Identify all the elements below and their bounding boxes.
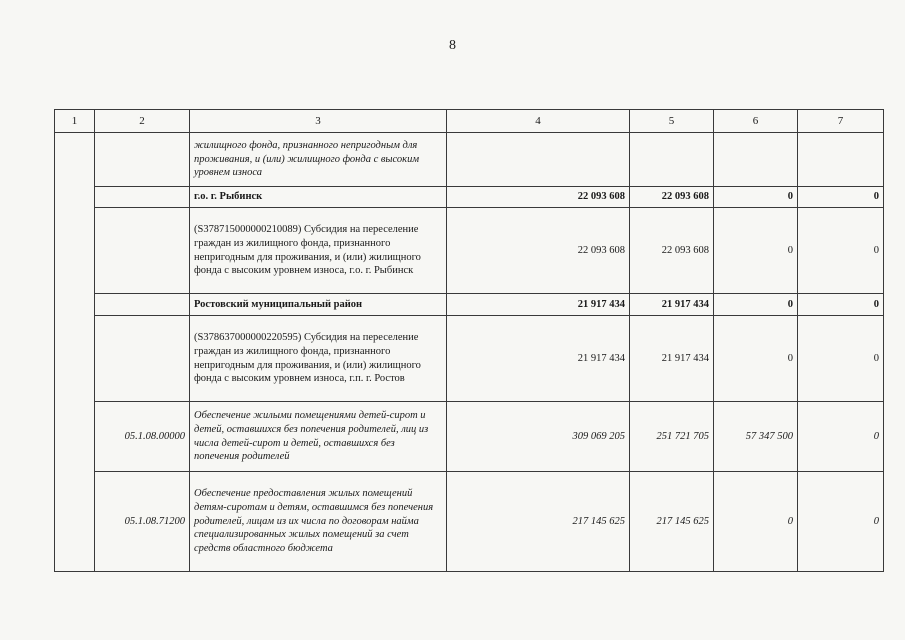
- row-code: [95, 208, 190, 294]
- row-code: 05.1.08.00000: [95, 402, 190, 472]
- table-row: [55, 294, 884, 316]
- row-code: 05.1.08.71200: [95, 472, 190, 572]
- row-col6: 0: [714, 208, 798, 294]
- row-col5: 22 093 608: [630, 187, 714, 208]
- row-description: Обеспечение предоставления жилых помещений детям-сиротам и детям, оставшимся без попечения родителей, лицам из их числа по договорам найма специализированных жилых помещений за счет средств областного бюджета: [190, 472, 447, 572]
- table-row: [55, 187, 884, 208]
- row-col7: 0: [798, 316, 884, 402]
- table-header-row: [55, 110, 884, 133]
- table-row: [55, 133, 884, 187]
- row-description: (S378637000000220595) Субсидия на переселение граждан из жилищного фонда, признанного непригодным для проживания, и (или) жилищного фонда с высоким уровнем износа, г.п. г. Ростов: [190, 316, 447, 402]
- table-row: [55, 402, 884, 472]
- row-col7: 0: [798, 187, 884, 208]
- row-col5: 21 917 434: [630, 316, 714, 402]
- row-code: [95, 187, 190, 208]
- row-description: г.о. г. Рыбинск: [190, 187, 447, 208]
- row-col6: 0: [714, 472, 798, 572]
- row-col5: 251 721 705: [630, 402, 714, 472]
- row-description: жилищного фонда, признанного непригодным для проживания, и (или) жилищного фонда с высоким уровнем износа: [190, 133, 447, 187]
- row-col6: 0: [714, 294, 798, 316]
- row-code: [95, 133, 190, 187]
- row-col6: 0: [714, 187, 798, 208]
- row-col5: [630, 133, 714, 187]
- row-col6: 57 347 500: [714, 402, 798, 472]
- header-cell-7: 7: [798, 110, 884, 133]
- page-number: 8: [449, 38, 456, 53]
- row-col7: 0: [798, 402, 884, 472]
- row-col5: 21 917 434: [630, 294, 714, 316]
- row-description: (S378715000000210089) Субсидия на переселение граждан из жилищного фонда, признанного непригодным для проживания, и (или) жилищного фонда с высоким уровнем износа, г.о. г. Рыбинск: [190, 208, 447, 294]
- row-col4: 22 093 608: [447, 187, 630, 208]
- header-cell-6: 6: [714, 110, 798, 133]
- header-cell-5: 5: [630, 110, 714, 133]
- row-col7: [798, 133, 884, 187]
- row-code: [95, 294, 190, 316]
- row-code: [95, 316, 190, 402]
- table-row: [55, 316, 884, 402]
- budget-table: [54, 109, 884, 572]
- row-col4: 309 069 205: [447, 402, 630, 472]
- header-cell-2: 2: [95, 110, 190, 133]
- row-col4: 217 145 625: [447, 472, 630, 572]
- row-col7: 0: [798, 208, 884, 294]
- table-row: [55, 472, 884, 572]
- row-col5: 22 093 608: [630, 208, 714, 294]
- column-1-cell: [55, 133, 95, 572]
- table-row: [55, 208, 884, 294]
- row-col4: [447, 133, 630, 187]
- row-col7: 0: [798, 472, 884, 572]
- row-col4: 21 917 434: [447, 316, 630, 402]
- row-col4: 21 917 434: [447, 294, 630, 316]
- row-col6: [714, 133, 798, 187]
- row-description: Обеспечение жилыми помещениями детей-сирот и детей, оставшихся без попечения родителей, лиц из числа детей-сирот и детей, оставшихся без попечения родителей: [190, 402, 447, 472]
- row-col5: 217 145 625: [630, 472, 714, 572]
- row-col6: 0: [714, 316, 798, 402]
- header-cell-4: 4: [447, 110, 630, 133]
- row-description: Ростовский муниципальный район: [190, 294, 447, 316]
- row-col7: 0: [798, 294, 884, 316]
- row-col4: 22 093 608: [447, 208, 630, 294]
- header-cell-1: 1: [55, 110, 95, 133]
- header-cell-3: 3: [190, 110, 447, 133]
